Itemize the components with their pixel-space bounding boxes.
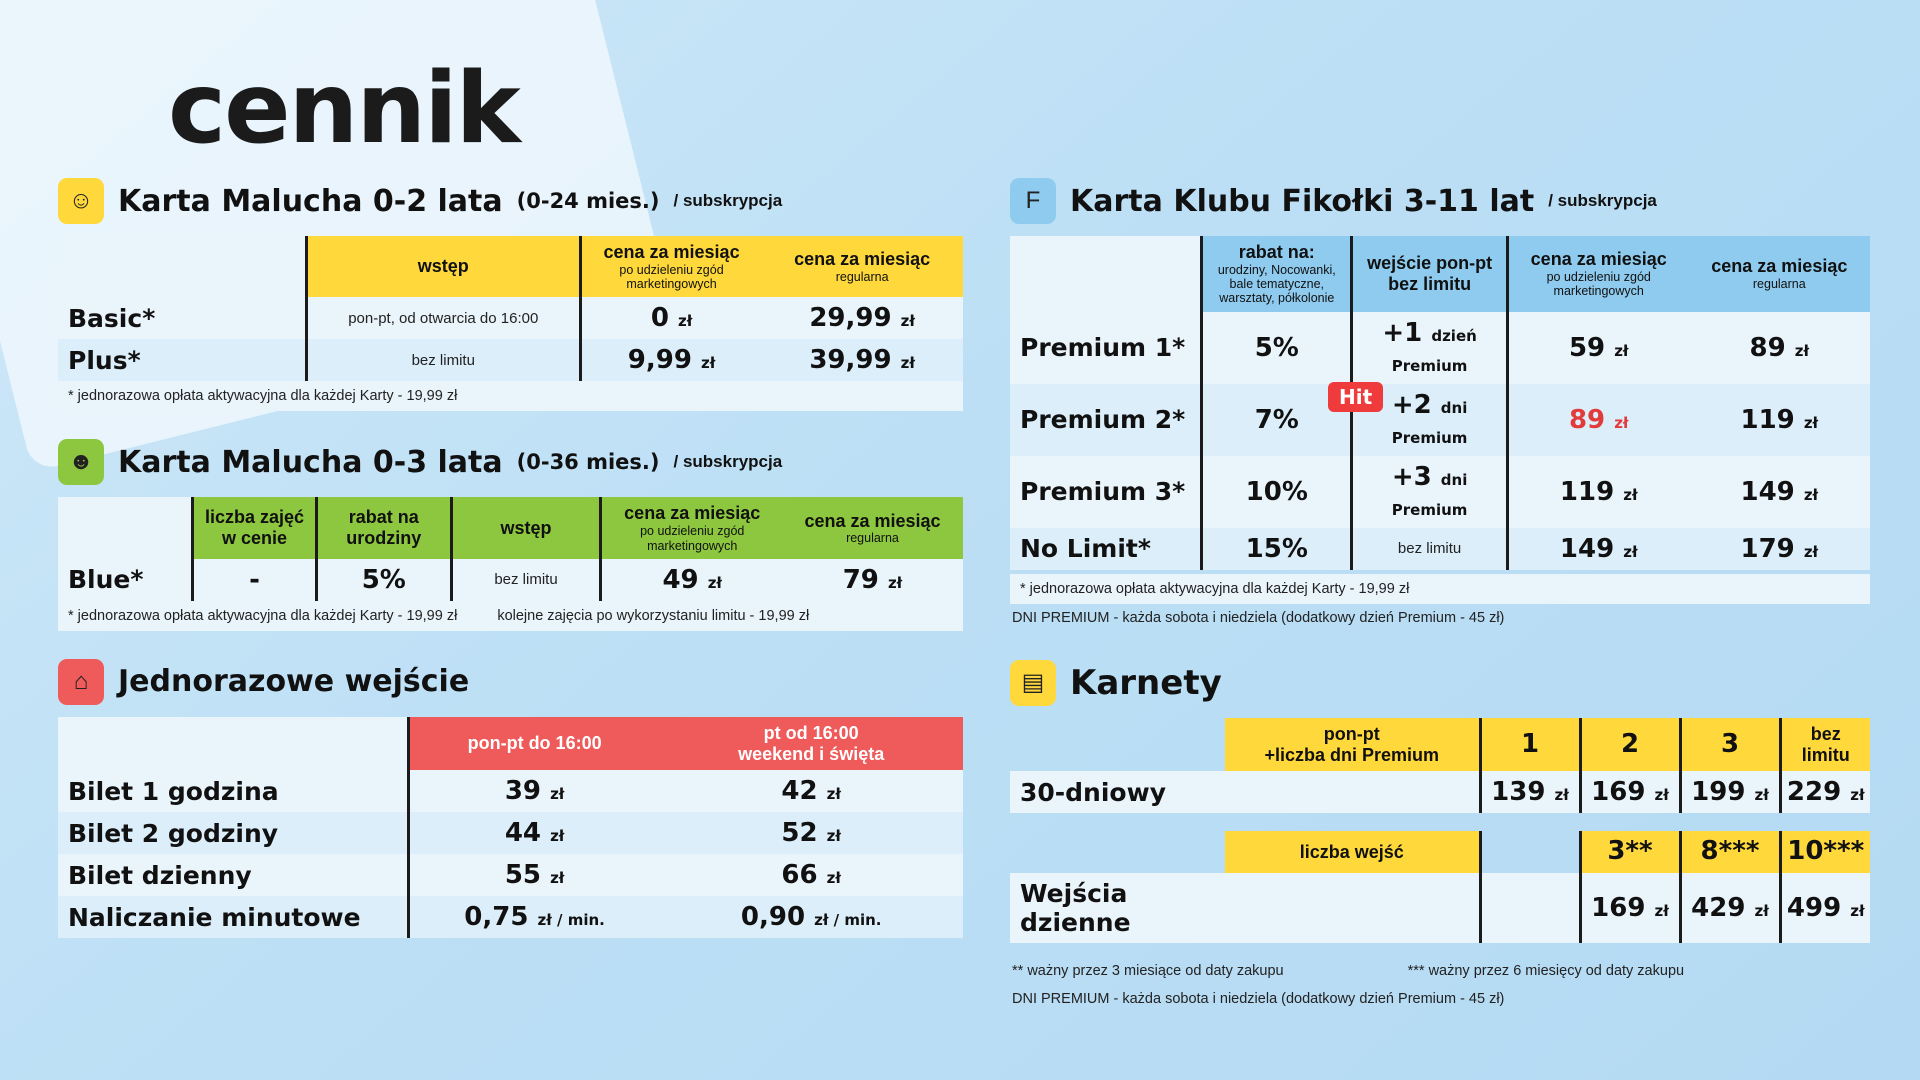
column-header: wejście pon-pt bez limitu [1352,236,1507,312]
table-row: Bilet 1 godzina 39 zł 42 zł [58,770,963,812]
section-title: Karta Klubu Fikołki 3-11 lat [1070,183,1535,219]
column-header: rabat na: urodziny, Nocowanki, bale tematyczne, warsztaty, półkolonie [1202,236,1352,312]
section-subtitle: (0-24 mies.) [516,189,660,213]
footnote-karnety-6m: *** ważny przez 6 miesięcy od daty zakupu [1407,963,1685,980]
section-title: Jednorazowe wejście [118,664,470,700]
hit-badge: Hit [1328,382,1383,412]
table-header-row [58,717,963,770]
column-header: pt od 16:00 weekend i święta [659,717,963,770]
column-header: cena za miesiąc regularna [782,497,963,558]
column-header: pon-pt +liczba dni Premium [1225,718,1480,771]
column-header: bez limitu [1780,718,1870,771]
column-header: liczba wejść [1225,831,1480,873]
table-row: Premium 3* 10% +3 dni Premium 119 zł 149 zł [1010,456,1870,528]
column-header: pon-pt do 16:00 [408,717,659,770]
footnote-karnety-premium: DNI PREMIUM - każda sobota i niedziela (dodatkowy dzień Premium - 45 zł) [1012,991,1505,1008]
column-header: cena za miesiąc regularna [1689,236,1870,312]
section-header-klub [1010,178,1870,224]
table-karnety-30dniowy [1010,718,1870,813]
table-row: Wejścia dzienne 169 zł 429 zł 499 zł [1010,873,1870,943]
column-header: 1 [1480,718,1580,771]
column-header: 10*** [1780,831,1870,873]
section-header-jednorazowe [58,659,963,705]
column-header: cena za miesiąc po udzieleniu zgód marketingowych [580,236,761,297]
section-header-karnety [1010,660,1870,706]
footnote-malucha-0-2: * jednorazowa opłata aktywacyjna dla każdej Karty - 19,99 zł [58,381,963,411]
section-title: Karnety [1070,662,1222,703]
table-malucha-0-2 [58,236,963,381]
baby-face-icon: ☻ [58,439,104,485]
section-title: Karta Malucha 0-2 lata [118,183,503,219]
table-row: Naliczanie minutowe 0,75 zł / min. 0,90 zł / min. [58,896,963,938]
section-header-malucha-0-3 [58,439,963,485]
table-malucha-0-3 [58,497,963,600]
right-column [1010,178,1870,1013]
column-header: 8*** [1680,831,1780,873]
column-header: rabat na urodziny [317,497,451,558]
slide-playground-icon: ⌂ [58,659,104,705]
table-row: Plus* bez limitu 9,99 zł 39,99 zł [58,339,963,381]
footnote-karnety-3m: ** ważny przez 3 miesiące od daty zakupu [1012,963,1284,980]
column-header: liczba zajęć w cenie [192,497,316,558]
column-header: 2 [1580,718,1680,771]
table-row: 30-dniowy 139 zł 169 zł 199 zł 229 zł [1010,771,1870,813]
column-header: cena za miesiąc po udzieleniu zgód marketingowych [1507,236,1688,312]
table-header-row [58,236,963,297]
smiley-face-icon: ☺ [58,178,104,224]
section-title: Karta Malucha 0-3 lata [118,444,503,480]
table-header-row [58,497,963,558]
table-row-highlighted: Premium 2* 7% +2 dni Premium 89 zł 119 zł [1010,384,1870,456]
footnote-malucha-0-3: * jednorazowa opłata aktywacyjna dla każdej Karty - 19,99 zł kolejne zajęcia po wykorzystaniu limitu - 19,99 zł [58,601,963,631]
table-row: Bilet 2 godziny 44 zł 52 zł [58,812,963,854]
section-header-malucha-0-2 [58,178,963,224]
section-subtitle: (0-36 mies.) [516,450,660,475]
table-header-row [1010,831,1870,873]
footnote-klub-premium: DNI PREMIUM - każda sobota i niedziela (dodatkowy dzień Premium - 45 zł) [1012,609,1505,626]
table-header-row [1010,718,1870,771]
column-header: 3** [1580,831,1680,873]
column-header: cena za miesiąc regularna [761,236,963,297]
section-subscription-label: / subskrypcja [673,191,783,210]
table-karnety-wejscia [1010,831,1870,943]
table-row: No Limit* 15% bez limitu 149 zł 179 zł [1010,528,1870,570]
table-row: Bilet dzienny 55 zł 66 zł [58,854,963,896]
page-title: cennik [168,52,519,166]
ticket-card-icon: ▤ [1010,660,1056,706]
column-header: cena za miesiąc po udzieleniu zgód marketingowych [601,497,782,558]
table-row: Premium 1* 5% +1 dzień Premium 59 zł 89 zł [1010,312,1870,384]
footnote-klub: * jednorazowa opłata aktywacyjna dla każdej Karty - 19,99 zł [1010,574,1870,604]
fikolki-f-icon: F [1010,178,1056,224]
section-subscription-label: / subskrypcja [1548,191,1657,210]
column-header: 3 [1680,718,1780,771]
left-column [58,178,963,938]
section-subscription-label: / subskrypcja [673,452,783,472]
column-header: wstęp [451,497,601,558]
table-header-row [1010,236,1870,312]
table-jednorazowe [58,717,963,938]
table-klub [1010,236,1870,570]
table-row: Basic* pon-pt, od otwarcia do 16:00 0 zł 29,99 zł [58,297,963,339]
column-header: wstęp [306,236,580,297]
table-row: Blue* - 5% bez limitu 49 zł 79 zł [58,559,963,601]
